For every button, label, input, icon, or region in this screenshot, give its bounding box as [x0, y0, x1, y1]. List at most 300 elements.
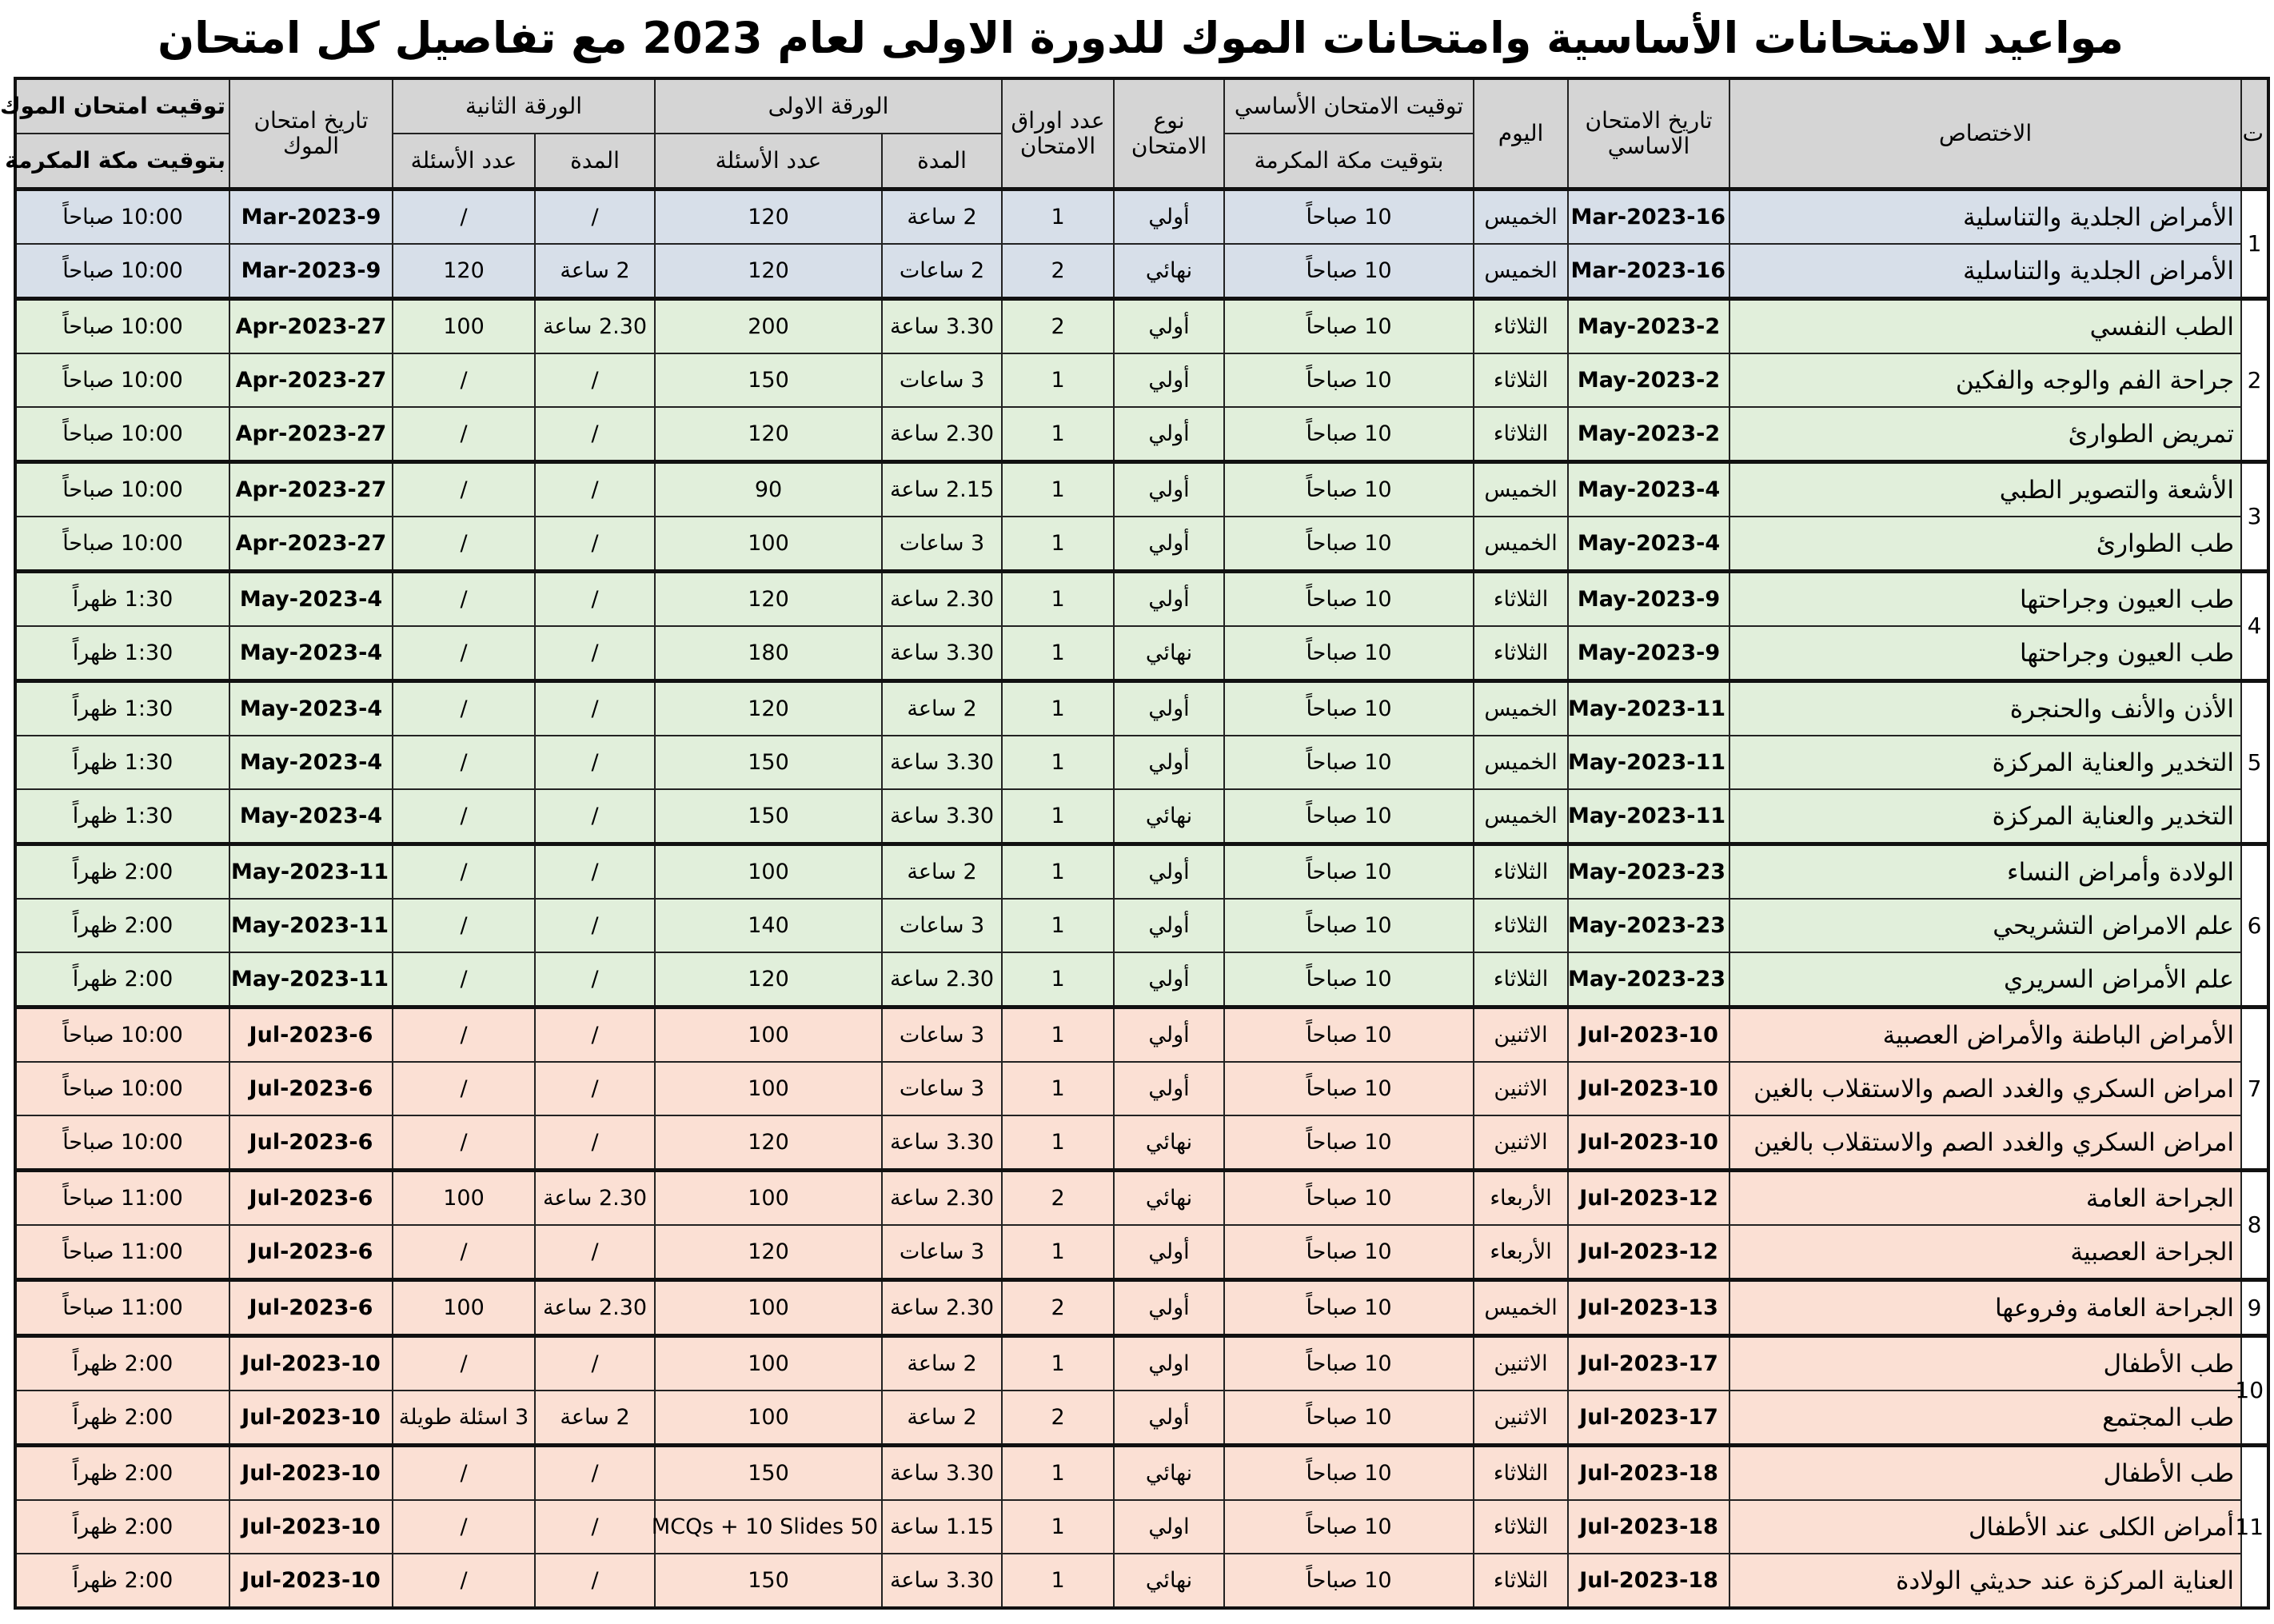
p1-duration-cell: 2 ساعة [882, 190, 1002, 245]
specialty-cell: التخدير والعناية المركزة [1729, 736, 2241, 789]
specialty-cell: الطب النفسي [1729, 299, 2241, 354]
p1-duration-cell: 2.30 ساعة [882, 1171, 1002, 1226]
main-date-cell: 2-May-2023 [1568, 299, 1729, 354]
p1-duration-cell: 3.30 ساعة [882, 299, 1002, 354]
header-paper1-questions: عدد الأسئلة [655, 134, 882, 190]
p1-duration-cell: 2 ساعة [882, 1391, 1002, 1446]
p1-questions-cell: 180 [655, 626, 882, 681]
type-cell: نهائي [1114, 1446, 1224, 1501]
type-cell: أولي [1114, 899, 1224, 952]
day-cell: الاثنين [1474, 1008, 1568, 1063]
table-row [15, 789, 2268, 844]
mock-time-cell: 10:00 صباحاً [15, 299, 229, 354]
time-cell: 10 صباحاً [1224, 299, 1474, 354]
p2-duration-cell: / [535, 353, 655, 407]
header-makkah-time: بتوقيت مكة المكرمة [1224, 134, 1474, 190]
mock-time-cell: 2:00 ظهراً [15, 1391, 229, 1446]
mock-date-cell: 9-Mar-2023 [229, 244, 393, 299]
p2-duration-cell: / [535, 1554, 655, 1608]
p2-questions-cell: / [393, 681, 535, 736]
seq-cell: 2 [2241, 299, 2268, 462]
day-cell: الاثنين [1474, 1115, 1568, 1171]
type-cell: أولي [1114, 1008, 1224, 1063]
p2-questions-cell: / [393, 1062, 535, 1115]
mock-time-cell: 2:00 ظهراً [15, 1554, 229, 1608]
day-cell: الثلاثاء [1474, 1446, 1568, 1501]
table-row [15, 952, 2268, 1008]
day-cell: الثلاثاء [1474, 572, 1568, 627]
papers-cell: 2 [1002, 1171, 1114, 1226]
day-cell: الثلاثاء [1474, 1554, 1568, 1608]
papers-cell: 2 [1002, 244, 1114, 299]
table-row [15, 1062, 2268, 1115]
time-cell: 10 صباحاً [1224, 844, 1474, 900]
p1-questions-cell: 100 [655, 844, 882, 900]
p1-duration-cell: 3 ساعات [882, 1008, 1002, 1063]
p2-questions-cell: 120 [393, 244, 535, 299]
mock-time-cell: 10:00 صباحاً [15, 190, 229, 245]
papers-cell: 1 [1002, 1446, 1114, 1501]
type-cell: أولي [1114, 299, 1224, 354]
time-cell: 10 صباحاً [1224, 1391, 1474, 1446]
time-cell: 10 صباحاً [1224, 952, 1474, 1008]
day-cell: الثلاثاء [1474, 353, 1568, 407]
mock-time-cell: 1:30 ظهراً [15, 681, 229, 736]
mock-date-cell: 10-Jul-2023 [229, 1336, 393, 1391]
specialty-cell: العناية المركزة عند حديثي الولادة [1729, 1554, 2241, 1608]
mock-date-cell: 4-May-2023 [229, 681, 393, 736]
specialty-cell: تمريض الطوارئ [1729, 407, 2241, 462]
specialty-cell: امراض السكري والغدد الصم والاستقلاب بالغين [1729, 1062, 2241, 1115]
p2-questions-cell: / [393, 1554, 535, 1608]
papers-cell: 1 [1002, 681, 1114, 736]
type-cell: أولي [1114, 462, 1224, 517]
table-row [15, 353, 2268, 407]
specialty-cell: الجراحة العامة وفروعها [1729, 1280, 2241, 1336]
p1-questions-cell: 150 [655, 1446, 882, 1501]
type-cell: أولي [1114, 517, 1224, 572]
specialty-cell: الأمراض الجلدية والتناسلية [1729, 190, 2241, 245]
specialty-cell: الجراحة العامة [1729, 1171, 2241, 1226]
p1-duration-cell: 2.30 ساعة [882, 572, 1002, 627]
mock-date-cell: 11-May-2023 [229, 952, 393, 1008]
mock-date-cell: 27-Apr-2023 [229, 462, 393, 517]
p1-questions-cell: 120 [655, 572, 882, 627]
mock-date-cell: 6-Jul-2023 [229, 1008, 393, 1063]
time-cell: 10 صباحاً [1224, 626, 1474, 681]
p1-questions-cell: 120 [655, 952, 882, 1008]
header-specialty: الاختصاص [1729, 78, 2241, 190]
p1-questions-cell: 200 [655, 299, 882, 354]
table-row [15, 190, 2268, 245]
mock-time-cell: 10:00 صباحاً [15, 353, 229, 407]
main-date-cell: 17-Jul-2023 [1568, 1336, 1729, 1391]
type-cell: أولي [1114, 190, 1224, 245]
table-row [15, 572, 2268, 627]
mock-time-cell: 1:30 ظهراً [15, 736, 229, 789]
specialty-cell: الجراحة العصبية [1729, 1225, 2241, 1280]
type-cell: نهائي [1114, 626, 1224, 681]
table-row [15, 1008, 2268, 1063]
p2-questions-cell: 100 [393, 1171, 535, 1226]
day-cell: الاثنين [1474, 1062, 1568, 1115]
seq-cell: 11 [2241, 1446, 2268, 1609]
p2-duration-cell: 2.30 ساعة [535, 299, 655, 354]
p1-duration-cell: 2 ساعة [882, 1336, 1002, 1391]
mock-date-cell: 10-Jul-2023 [229, 1500, 393, 1554]
p1-duration-cell: 3.30 ساعة [882, 1115, 1002, 1171]
table-row [15, 517, 2268, 572]
mock-date-cell: 4-May-2023 [229, 572, 393, 627]
mock-time-cell: 2:00 ظهراً [15, 1500, 229, 1554]
mock-time-cell: 1:30 ظهراً [15, 572, 229, 627]
p1-questions-cell: 100 [655, 517, 882, 572]
specialty-cell: طب الطوارئ [1729, 517, 2241, 572]
p2-duration-cell: / [535, 1225, 655, 1280]
day-cell: الخميس [1474, 1280, 1568, 1336]
p2-questions-cell: / [393, 899, 535, 952]
p2-questions-cell: / [393, 190, 535, 245]
p2-questions-cell: / [393, 462, 535, 517]
header-seq: ت [2241, 78, 2268, 190]
p2-duration-cell: / [535, 789, 655, 844]
time-cell: 10 صباحاً [1224, 1008, 1474, 1063]
type-cell: أولي [1114, 1280, 1224, 1336]
specialty-cell: الأمراض الباطنة والأمراض العصبية [1729, 1008, 2241, 1063]
p1-questions-cell: 120 [655, 407, 882, 462]
main-date-cell: 23-May-2023 [1568, 952, 1729, 1008]
type-cell: نهائي [1114, 1171, 1224, 1226]
papers-cell: 1 [1002, 1500, 1114, 1554]
type-cell: اولي [1114, 1336, 1224, 1391]
p1-duration-cell: 2.30 ساعة [882, 407, 1002, 462]
seq-cell: 4 [2241, 572, 2268, 681]
p2-questions-cell: / [393, 1446, 535, 1501]
p2-duration-cell: 2 ساعة [535, 1391, 655, 1446]
p1-duration-cell: 3.30 ساعة [882, 736, 1002, 789]
page-title: مواعيد الامتحانات الأساسية وامتحانات الموك للدورة الاولى لعام 2023 مع تفاصيل كل امتحان [158, 13, 2124, 63]
mock-time-cell: 11:00 صباحاً [15, 1171, 229, 1226]
p2-duration-cell: / [535, 407, 655, 462]
p2-duration-cell: 2 ساعة [535, 244, 655, 299]
mock-date-cell: 9-Mar-2023 [229, 190, 393, 245]
mock-time-cell: 10:00 صباحاً [15, 1115, 229, 1171]
main-date-cell: 2-May-2023 [1568, 353, 1729, 407]
main-date-cell: 16-Mar-2023 [1568, 190, 1729, 245]
type-cell: أولي [1114, 1225, 1224, 1280]
type-cell: نهائي [1114, 1554, 1224, 1608]
time-cell: 10 صباحاً [1224, 1446, 1474, 1501]
papers-cell: 1 [1002, 353, 1114, 407]
type-cell: أولي [1114, 952, 1224, 1008]
type-cell: اولي [1114, 1500, 1224, 1554]
time-cell: 10 صباحاً [1224, 1500, 1474, 1554]
main-date-cell: 16-Mar-2023 [1568, 244, 1729, 299]
p1-questions-cell: 120 [655, 190, 882, 245]
p1-questions-cell: 100 [655, 1008, 882, 1063]
p1-duration-cell: 2 ساعة [882, 681, 1002, 736]
time-cell: 10 صباحاً [1224, 1171, 1474, 1226]
mock-time-cell: 10:00 صباحاً [15, 462, 229, 517]
p1-questions-cell: 120 [655, 1115, 882, 1171]
header-mock-time: توقيت امتحان الموك [15, 78, 229, 134]
header-paper1: الورقة الاولى [655, 78, 1002, 134]
papers-cell: 1 [1002, 952, 1114, 1008]
main-date-cell: 4-May-2023 [1568, 517, 1729, 572]
papers-cell: 1 [1002, 899, 1114, 952]
papers-cell: 2 [1002, 1280, 1114, 1336]
seq-cell: 6 [2241, 844, 2268, 1008]
day-cell: الثلاثاء [1474, 844, 1568, 900]
table-row [15, 1554, 2268, 1608]
mock-date-cell: 27-Apr-2023 [229, 517, 393, 572]
mock-time-cell: 2:00 ظهراً [15, 952, 229, 1008]
specialty-cell: التخدير والعناية المركزة [1729, 789, 2241, 844]
mock-time-cell: 10:00 صباحاً [15, 517, 229, 572]
table-row [15, 1280, 2268, 1336]
specialty-cell: علم الامراض التشريحي [1729, 899, 2241, 952]
p1-duration-cell: 3 ساعات [882, 1225, 1002, 1280]
mock-date-cell: 4-May-2023 [229, 736, 393, 789]
mock-time-cell: 10:00 صباحاً [15, 1008, 229, 1063]
time-cell: 10 صباحاً [1224, 1062, 1474, 1115]
main-date-cell: 10-Jul-2023 [1568, 1115, 1729, 1171]
p1-questions-cell: 100 [655, 1062, 882, 1115]
p2-duration-cell: / [535, 1500, 655, 1554]
p2-duration-cell: / [535, 1062, 655, 1115]
time-cell: 10 صباحاً [1224, 1280, 1474, 1336]
main-date-cell: 9-May-2023 [1568, 572, 1729, 627]
p2-duration-cell: / [535, 952, 655, 1008]
p2-questions-cell: / [393, 572, 535, 627]
header-mock-date: تاريخ امتحان الموك [229, 78, 393, 190]
papers-cell: 1 [1002, 1008, 1114, 1063]
papers-cell: 2 [1002, 299, 1114, 354]
p2-duration-cell: / [535, 517, 655, 572]
seq-cell: 1 [2241, 190, 2268, 299]
p1-duration-cell: 3 ساعات [882, 1062, 1002, 1115]
header-paper2-duration: المدة [535, 134, 655, 190]
day-cell: الثلاثاء [1474, 407, 1568, 462]
mock-time-cell: 11:00 صباحاً [15, 1225, 229, 1280]
table-row [15, 462, 2268, 517]
day-cell: الثلاثاء [1474, 899, 1568, 952]
p2-questions-cell: / [393, 736, 535, 789]
main-date-cell: 10-Jul-2023 [1568, 1062, 1729, 1115]
main-date-cell: 13-Jul-2023 [1568, 1280, 1729, 1336]
specialty-cell: الأشعة والتصوير الطبي [1729, 462, 2241, 517]
table-row [15, 626, 2268, 681]
papers-cell: 1 [1002, 572, 1114, 627]
specialty-cell: الأمراض الجلدية والتناسلية [1729, 244, 2241, 299]
p1-duration-cell: 3 ساعات [882, 517, 1002, 572]
p2-duration-cell: 2.30 ساعة [535, 1280, 655, 1336]
header-main-time: توقيت الامتحان الأساسي [1224, 78, 1474, 134]
mock-time-cell: 2:00 ظهراً [15, 844, 229, 900]
p2-questions-cell: 100 [393, 1280, 535, 1336]
day-cell: الاثنين [1474, 1336, 1568, 1391]
day-cell: الخميس [1474, 462, 1568, 517]
papers-cell: 1 [1002, 190, 1114, 245]
mock-date-cell: 6-Jul-2023 [229, 1225, 393, 1280]
type-cell: أولي [1114, 407, 1224, 462]
day-cell: الاثنين [1474, 1391, 1568, 1446]
day-cell: الأربعاء [1474, 1225, 1568, 1280]
main-date-cell: 4-May-2023 [1568, 462, 1729, 517]
mock-date-cell: 10-Jul-2023 [229, 1554, 393, 1608]
mock-date-cell: 10-Jul-2023 [229, 1446, 393, 1501]
table-row [15, 299, 2268, 354]
day-cell: الخميس [1474, 681, 1568, 736]
p2-questions-cell: / [393, 1115, 535, 1171]
main-date-cell: 2-May-2023 [1568, 407, 1729, 462]
time-cell: 10 صباحاً [1224, 190, 1474, 245]
p2-questions-cell: / [393, 1225, 535, 1280]
type-cell: أولي [1114, 736, 1224, 789]
p2-questions-cell: 100 [393, 299, 535, 354]
p2-duration-cell: / [535, 1446, 655, 1501]
mock-time-cell: 10:00 صباحاً [15, 1062, 229, 1115]
p2-duration-cell: / [535, 736, 655, 789]
p1-duration-cell: 3.30 ساعة [882, 789, 1002, 844]
p2-duration-cell: / [535, 626, 655, 681]
day-cell: الخميس [1474, 736, 1568, 789]
p2-questions-cell: / [393, 1500, 535, 1554]
specialty-cell: طب العيون وجراحتها [1729, 626, 2241, 681]
seq-cell: 7 [2241, 1008, 2268, 1171]
mock-time-cell: 2:00 ظهراً [15, 1446, 229, 1501]
table-row [15, 681, 2268, 736]
type-cell: أولي [1114, 1062, 1224, 1115]
mock-date-cell: 6-Jul-2023 [229, 1280, 393, 1336]
p2-questions-cell: 3 اسئلة طويلة [393, 1391, 535, 1446]
day-cell: الثلاثاء [1474, 626, 1568, 681]
p1-duration-cell: 3.30 ساعة [882, 1554, 1002, 1608]
main-date-cell: 12-Jul-2023 [1568, 1171, 1729, 1226]
specialty-cell: امراض السكري والغدد الصم والاستقلاب بالغين [1729, 1115, 2241, 1171]
p1-questions-cell: 120 [655, 681, 882, 736]
header-exam-type: نوع الامتحان [1114, 78, 1224, 190]
p2-duration-cell: / [535, 899, 655, 952]
main-date-cell: 9-May-2023 [1568, 626, 1729, 681]
day-cell: الأربعاء [1474, 1171, 1568, 1226]
main-date-cell: 10-Jul-2023 [1568, 1008, 1729, 1063]
exam-schedule-table [0, 77, 2270, 1610]
mock-date-cell: 6-Jul-2023 [229, 1171, 393, 1226]
table-row [15, 1171, 2268, 1226]
day-cell: الخميس [1474, 244, 1568, 299]
specialty-cell: أمراض الكلى عند الأطفال [1729, 1500, 2241, 1554]
type-cell: أولي [1114, 572, 1224, 627]
main-date-cell: 12-Jul-2023 [1568, 1225, 1729, 1280]
type-cell: أولي [1114, 681, 1224, 736]
mock-time-cell: 10:00 صباحاً [15, 407, 229, 462]
specialty-cell: طب الأطفال [1729, 1336, 2241, 1391]
p2-duration-cell: 2.30 ساعة [535, 1171, 655, 1226]
time-cell: 10 صباحاً [1224, 1336, 1474, 1391]
specialty-cell: الولادة وأمراض النساء [1729, 844, 2241, 900]
p1-duration-cell: 2 ساعة [882, 844, 1002, 900]
specialty-cell: جراحة الفم والوجه والفكين [1729, 353, 2241, 407]
time-cell: 10 صباحاً [1224, 1225, 1474, 1280]
p2-duration-cell: / [535, 681, 655, 736]
type-cell: نهائي [1114, 789, 1224, 844]
p1-duration-cell: 1.15 ساعة [882, 1500, 1002, 1554]
time-cell: 10 صباحاً [1224, 1115, 1474, 1171]
main-date-cell: 23-May-2023 [1568, 844, 1729, 900]
type-cell: أولي [1114, 1391, 1224, 1446]
table-row [15, 844, 2268, 900]
time-cell: 10 صباحاً [1224, 789, 1474, 844]
p1-duration-cell: 2.30 ساعة [882, 952, 1002, 1008]
time-cell: 10 صباحاً [1224, 736, 1474, 789]
mock-time-cell: 2:00 ظهراً [15, 1336, 229, 1391]
p1-duration-cell: 2.15 ساعة [882, 462, 1002, 517]
p2-questions-cell: / [393, 517, 535, 572]
seq-cell: 3 [2241, 462, 2268, 572]
mock-date-cell: 10-Jul-2023 [229, 1391, 393, 1446]
papers-cell: 1 [1002, 736, 1114, 789]
time-cell: 10 صباحاً [1224, 462, 1474, 517]
table-row [15, 1500, 2268, 1554]
p2-duration-cell: / [535, 844, 655, 900]
header-mock-makkah: بتوقيت مكة المكرمة [15, 134, 229, 190]
p1-questions-cell: 100 [655, 1171, 882, 1226]
p2-duration-cell: / [535, 190, 655, 245]
table-row [15, 1446, 2268, 1501]
papers-cell: 1 [1002, 626, 1114, 681]
p1-questions-cell: 90 [655, 462, 882, 517]
seq-cell: 10 [2241, 1336, 2268, 1446]
p1-duration-cell: 2.30 ساعة [882, 1280, 1002, 1336]
table-row [15, 736, 2268, 789]
header-paper1-duration: المدة [882, 134, 1002, 190]
papers-cell: 1 [1002, 1336, 1114, 1391]
p2-duration-cell: / [535, 1115, 655, 1171]
main-date-cell: 18-Jul-2023 [1568, 1500, 1729, 1554]
time-cell: 10 صباحاً [1224, 572, 1474, 627]
mock-date-cell: 11-May-2023 [229, 844, 393, 900]
day-cell: الخميس [1474, 190, 1568, 245]
header-paper2-questions: عدد الأسئلة [393, 134, 535, 190]
time-cell: 10 صباحاً [1224, 517, 1474, 572]
mock-time-cell: 11:00 صباحاً [15, 1280, 229, 1336]
specialty-cell: طب العيون وجراحتها [1729, 572, 2241, 627]
seq-cell: 5 [2241, 681, 2268, 844]
specialty-cell: طب الأطفال [1729, 1446, 2241, 1501]
papers-cell: 1 [1002, 407, 1114, 462]
day-cell: الثلاثاء [1474, 299, 1568, 354]
p2-duration-cell: / [535, 572, 655, 627]
p1-questions-cell: 100 [655, 1280, 882, 1336]
main-date-cell: 18-Jul-2023 [1568, 1554, 1729, 1608]
p2-duration-cell: / [535, 1008, 655, 1063]
papers-cell: 1 [1002, 517, 1114, 572]
table-row [15, 899, 2268, 952]
header-day: اليوم [1474, 78, 1568, 190]
p1-duration-cell: 3 ساعات [882, 899, 1002, 952]
time-cell: 10 صباحاً [1224, 407, 1474, 462]
p1-questions-cell: 100 [655, 1336, 882, 1391]
header-papers-count: عدد اوراق الامتحان [1002, 78, 1114, 190]
table-row [15, 1336, 2268, 1391]
time-cell: 10 صباحاً [1224, 899, 1474, 952]
header-paper2: الورقة الثانية [393, 78, 655, 134]
time-cell: 10 صباحاً [1224, 244, 1474, 299]
papers-cell: 1 [1002, 844, 1114, 900]
mock-time-cell: 1:30 ظهراً [15, 626, 229, 681]
time-cell: 10 صباحاً [1224, 1554, 1474, 1608]
